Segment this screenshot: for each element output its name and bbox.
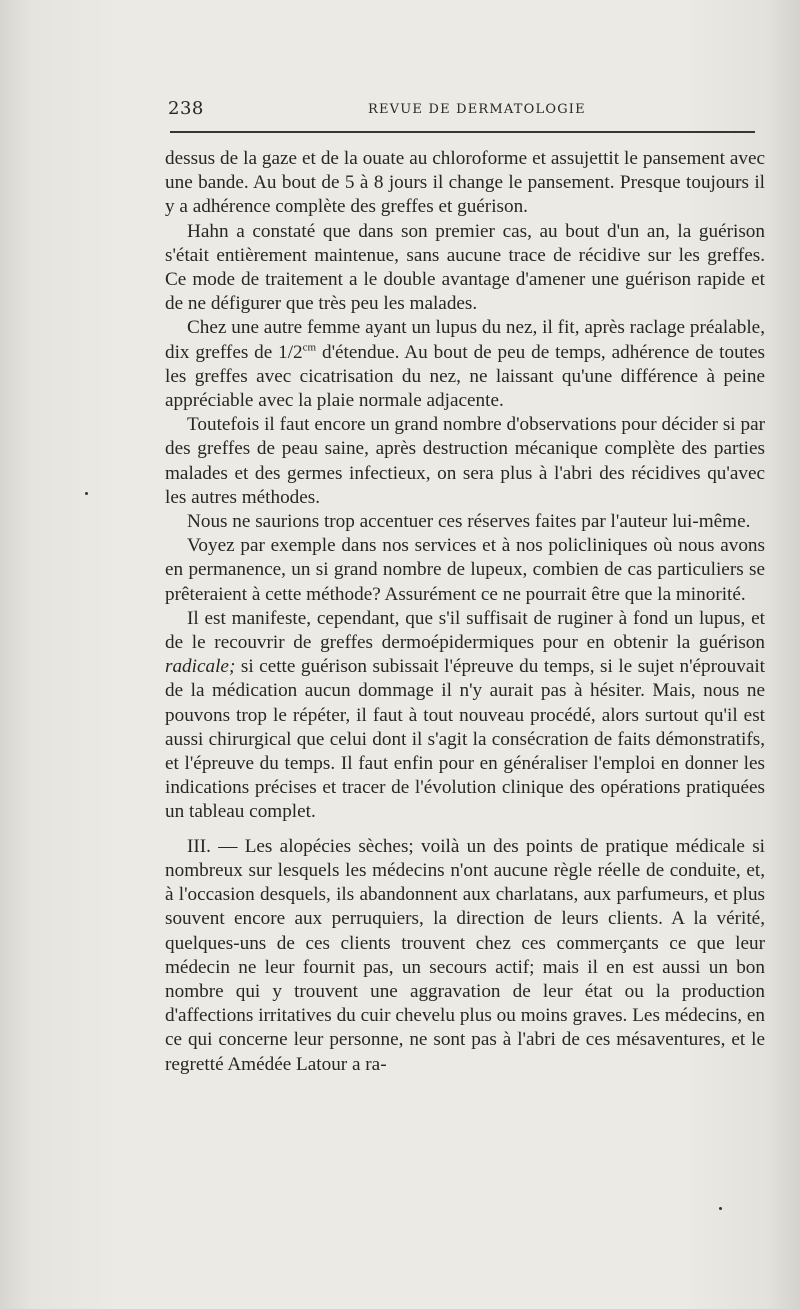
paragraph-5: Nous ne saurions trop accentuer ces réserves faites par l'auteur lui-même. <box>187 511 751 533</box>
paragraph-6: Voyez par exemple dans nos services et à nos policliniques où nous avons en permanence, un si grand nombre de lupeux, combien de cas particuliers se prêteraient à cette méthode? Assurément ce ne pourrait être que la minorité. <box>165 535 765 605</box>
paragraph-2: Hahn a constaté que dans son premier cas, au bout d'un an, la guérison s'était entièrement maintenue, sans aucune trace de récidive sur les greffes. Ce mode de traitement a le double avantage d'amener une guérison rapide et de ne défigurer que très peu les malades. <box>165 220 765 315</box>
page-number: 238 <box>168 98 204 119</box>
paragraph-1: dessus de la gaze et de la ouate au chloroforme et assujettit le pansement avec une bande. Au bout de 5 à 8 jours il change le pansement. Presque toujours il y a adhérence complète des greffes et guérison. <box>165 148 765 218</box>
page-header <box>168 98 770 122</box>
paragraph-section-iii: III. — Les alopécies sèches; voilà un des points de pratique médicale si nombreux sur lesquels les médecins n'ont aucune règle réelle de conduite, et, à l'occasion desquels, ils abandonnent aux charlatans, aux parfumeurs, et plus souvent encore aux perruquiers, la direction de leurs clients. A la vérité, quelques-uns de ces clients trouvent chez ces commerçants ce que leur médecin ne leur fournit pas, un secours actif; mais il en est aussi un bon nombre qui y trouvent une aggravation de leur état ou la production d'affections irritatives du cuir chevelu plus ou moins graves. Les médecins, en ce qui concerne leur personne, ne sont pas à l'abri de ces mésaventures, et le regretté Amédée Latour a ra- <box>165 835 765 1075</box>
paragraph-7: Il est manifeste, cependant, que s'il suffisait de ruginer à fond un lupus, et de le recouvrir de greffes dermoépidermiques pour en obtenir la guérison radicale; si cette guérison subissait l'épreuve du temps, si le sujet n'éprouvait de la médication aucun dommage il n'y aurait pas à hésiter. Mais, nous ne pouvons trop le répéter, il faut à tout nouveau procédé, alors surtout qu'il est aussi chirurgical que celui dont il s'agit la consécration de faits démonstratifs, et l'épreuve du temps. Il faut enfin pour en généraliser l'emploi en donner les indications précises et tracer de l'évolution clinique des opérations pratiquées un tableau complet. <box>165 607 765 823</box>
superscript-cm: cm <box>302 341 317 354</box>
header-rule <box>170 131 755 133</box>
italic-radicale: radicale; <box>165 656 236 678</box>
paragraph-3: Chez une autre femme ayant un lupus du nez, il fit, après raclage préalable, dix greffes de $1/2^{cm}$ d'étendue. Au bout de peu de temps, adhérence de toutes les greffes avec cicatrisation du nez, ne laissant qu'une différence à peine appréciable avec la plaie normale adjacente. <box>165 317 765 412</box>
paragraph-4: Toutefois il faut encore un grand nombre d'observations pour décider si par des greffes de peau saine, après destruction mécanique complète des parties malades et des germes infectieux, on sera plus à l'abri des récidives qu'avec les autres méthodes. <box>165 414 765 508</box>
running-title: REVUE DE DERMATOLOGIE <box>368 102 586 117</box>
page-speck <box>719 1207 722 1210</box>
page-speck <box>85 492 88 495</box>
body-text <box>165 147 765 1077</box>
